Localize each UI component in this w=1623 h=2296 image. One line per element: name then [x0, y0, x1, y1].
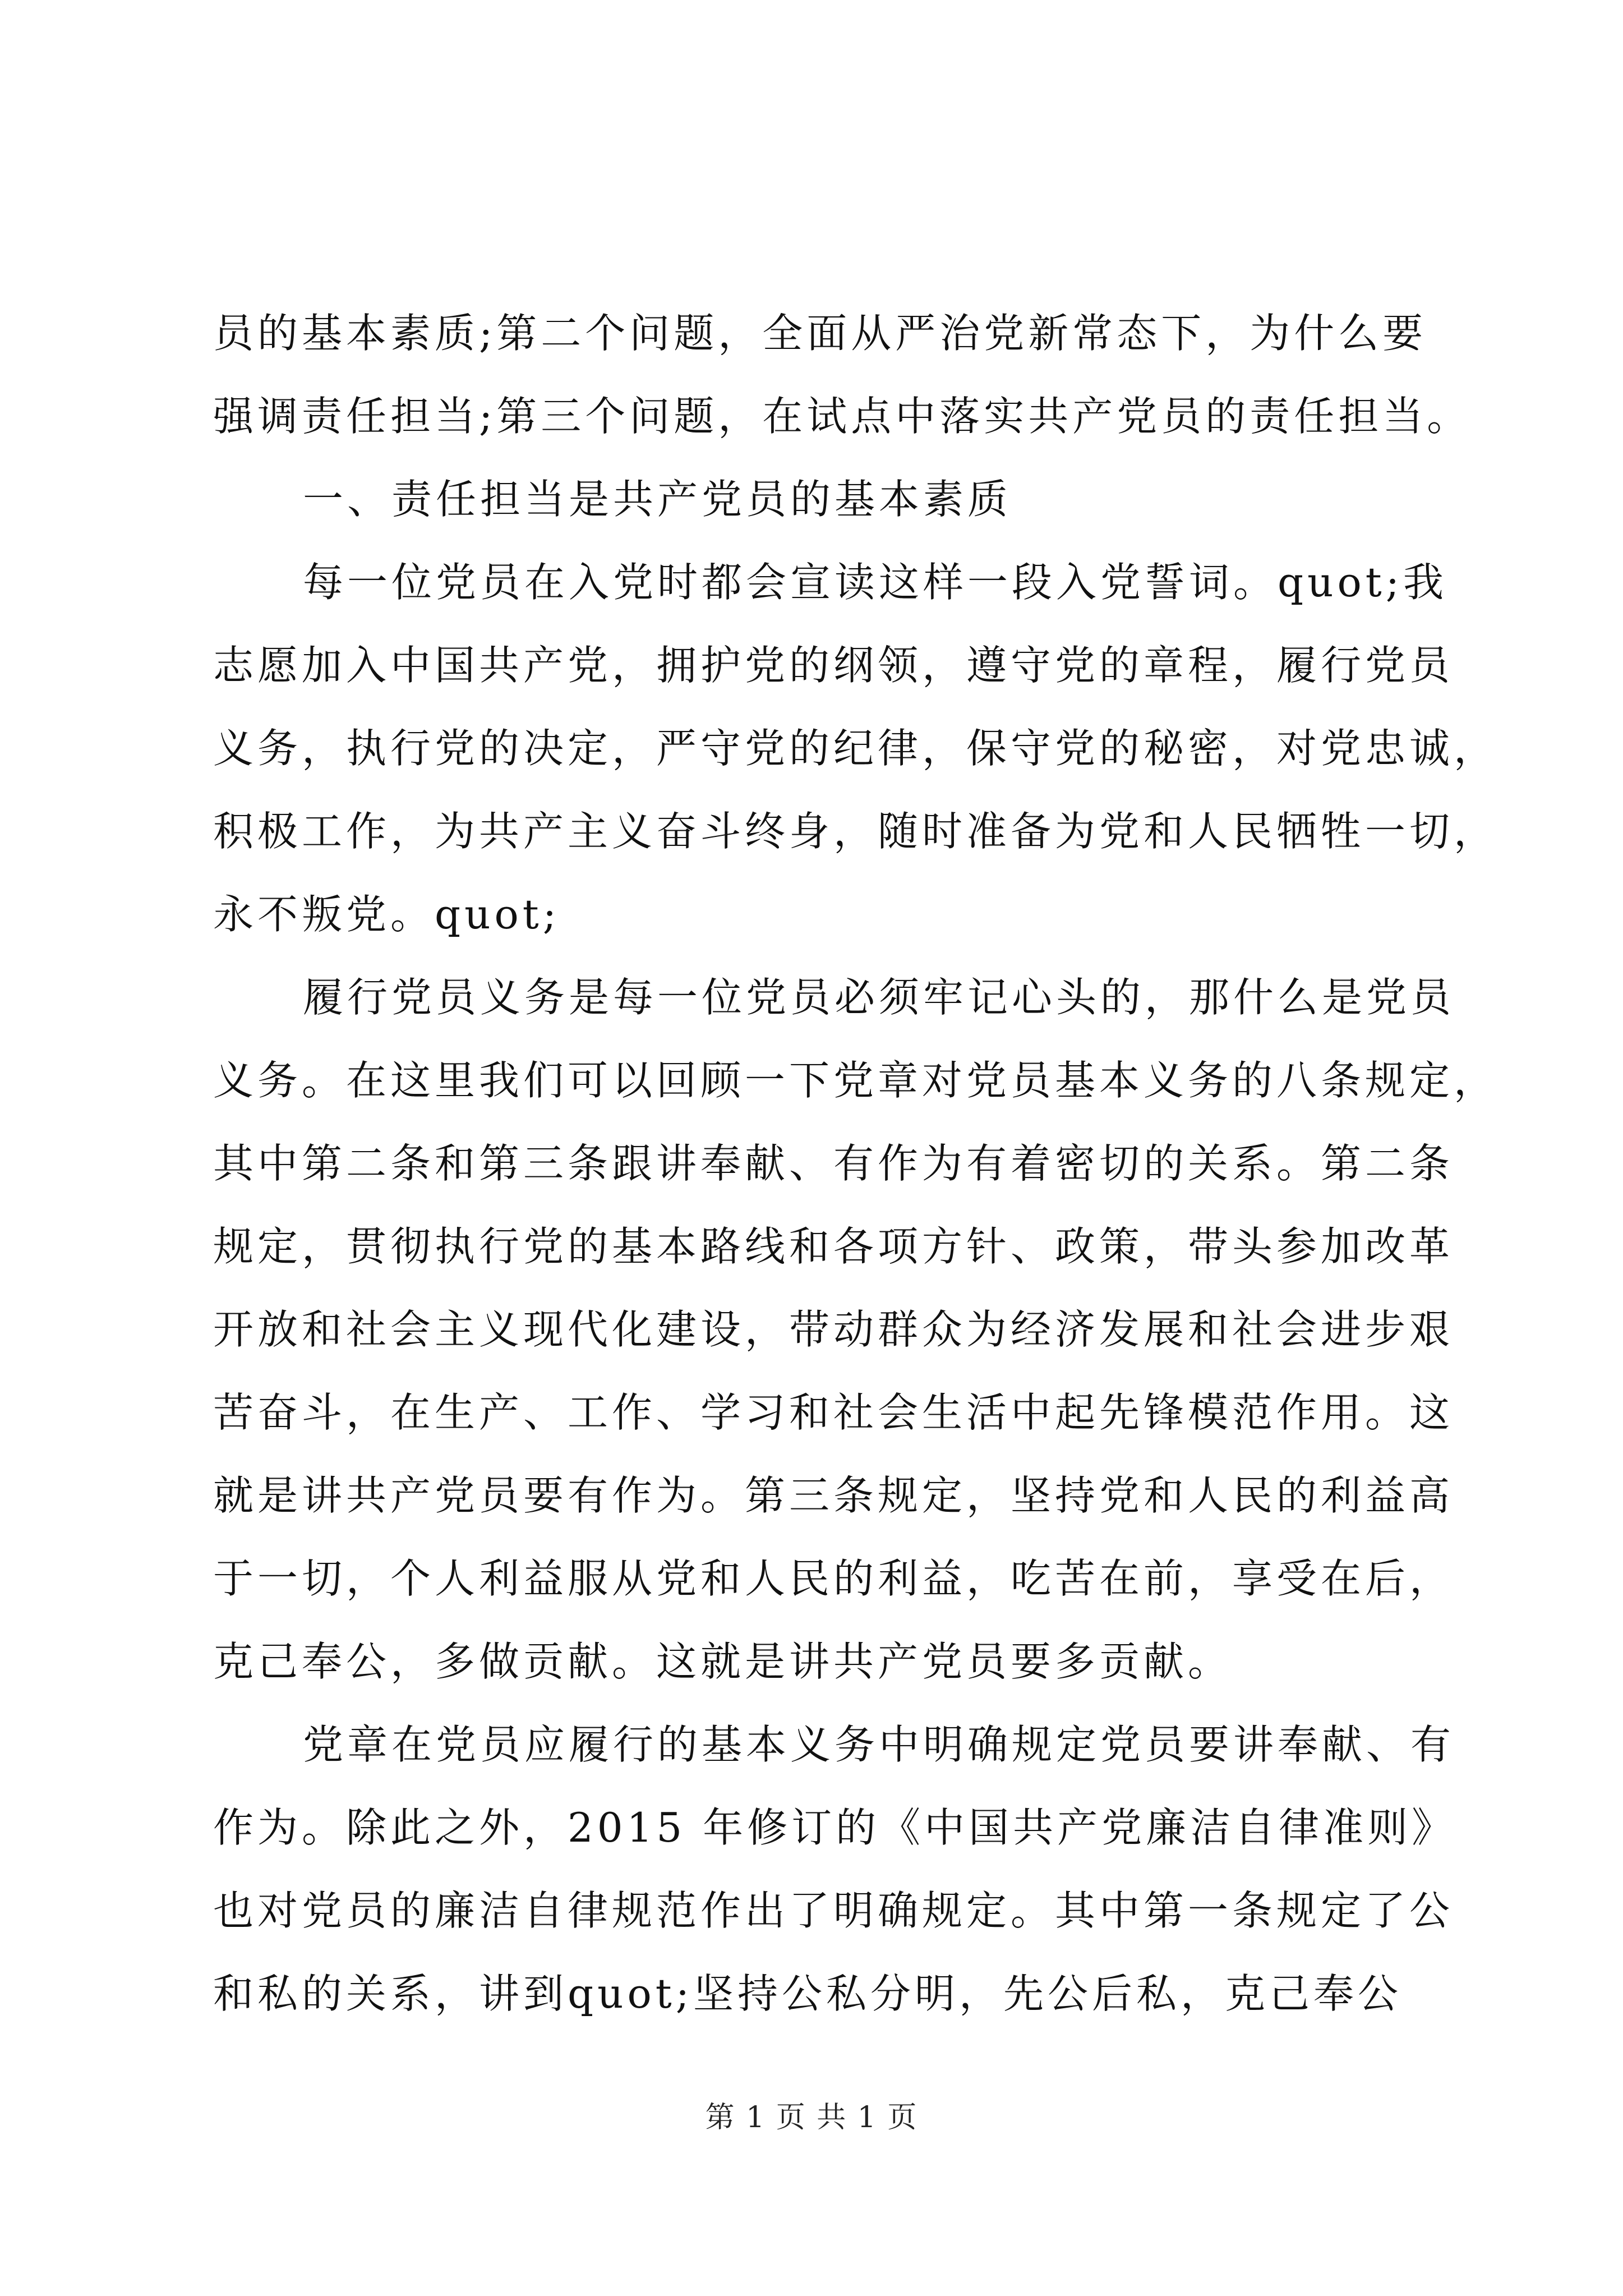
text-line-19: 作为。除此之外，2015 年修订的《中国共产党廉洁自律准则》 [213, 1804, 1456, 1851]
section-heading: 一、责任担当是共产党员的基本素质 [303, 476, 1012, 523]
text-line-8: 永不叛党。quot; [213, 891, 561, 938]
text-line-6: 义务，执行党的决定，严守党的纪律，保守党的秘密，对党忠诚， [213, 725, 1498, 772]
text-line-10: 义务。在这里我们可以回顾一下党章对党员基本义务的八条规定， [213, 1057, 1498, 1104]
text-line-2: 强调责任担当;第三个问题，在试点中落实共产党员的责任担当。 [213, 393, 1472, 440]
text-line-1: 员的基本素质;第二个问题，全面从严治党新常态下，为什么要 [213, 310, 1427, 357]
text-line-4: 每一位党员在入党时都会宣读这样一段入党誓词。quot;我 [303, 559, 1448, 606]
text-line-13: 开放和社会主义现代化建设，带动群众为经济发展和社会进步艰 [213, 1306, 1454, 1353]
text-line-16: 于一切，个人利益服从党和人民的利益，吃苦在前，享受在后， [213, 1555, 1454, 1602]
page-footer: 第 1 页 共 1 页 [705, 2101, 918, 2134]
text-line-15: 就是讲共产党员要有作为。第三条规定，坚持党和人民的利益高 [213, 1472, 1454, 1519]
text-line-21: 和私的关系，讲到quot;坚持公私分明，先公后私，克己奉公 [213, 1970, 1403, 2017]
text-line-14: 苦奋斗，在生产、工作、学习和社会生活中起先锋模范作用。这 [213, 1389, 1454, 1436]
text-line-17: 克己奉公，多做贡献。这就是讲共产党员要多贡献。 [213, 1638, 1233, 1685]
text-line-9: 履行党员义务是每一位党员必须牢记心头的，那什么是党员 [303, 974, 1455, 1021]
text-line-11: 其中第二条和第三条跟讲奉献、有作为有着密切的关系。第二条 [213, 1140, 1454, 1187]
text-line-12: 规定，贯彻执行党的基本路线和各项方针、政策，带头参加改革 [213, 1223, 1454, 1270]
text-line-7: 积极工作，为共产主义奋斗终身，随时准备为党和人民牺牲一切， [213, 808, 1498, 855]
text-line-20: 也对党员的廉洁自律规范作出了明确规定。其中第一条规定了公 [213, 1887, 1454, 1934]
text-line-5: 志愿加入中国共产党，拥护党的纲领，遵守党的章程，履行党员 [213, 642, 1454, 689]
document-body [213, 292, 1498, 2035]
text-line-18: 党章在党员应履行的基本义务中明确规定党员要讲奉献、有 [303, 1721, 1455, 1768]
